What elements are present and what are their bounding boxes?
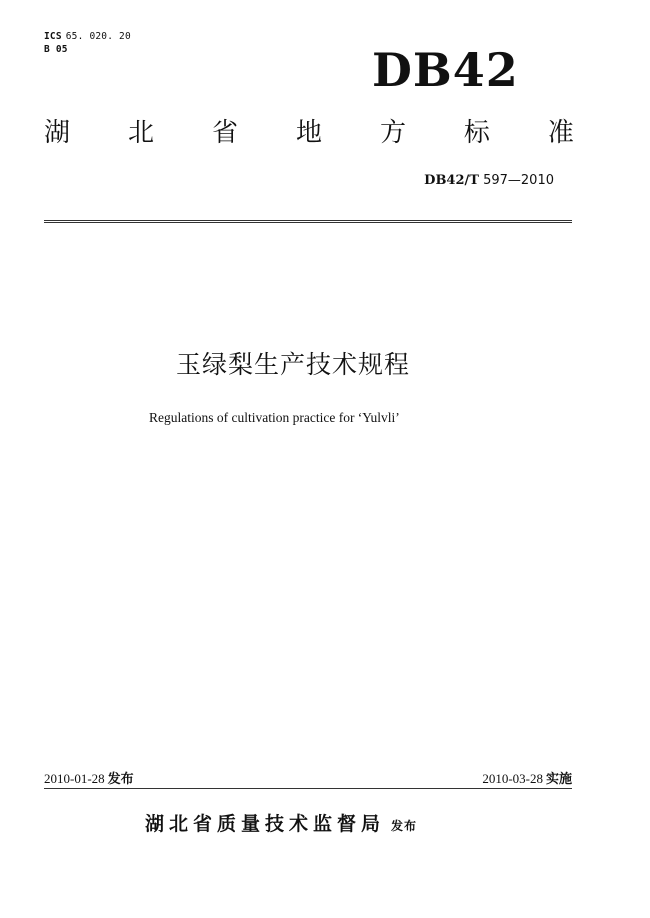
ics-code: 65. 020. 20	[65, 31, 131, 42]
document-title-english: Regulations of cultivation practice for ‘Yulvli’	[149, 410, 400, 425]
standard-title-char: 准	[547, 118, 574, 148]
standard-title-char: 省	[211, 118, 238, 148]
issue-date-block	[44, 770, 134, 789]
db-logo: DB42	[372, 43, 519, 97]
header-divider	[44, 220, 572, 223]
ics-line	[44, 30, 131, 43]
issue-date: 2010-01-28	[44, 771, 105, 786]
class-code: B 05	[44, 44, 68, 55]
classification-block	[44, 30, 131, 56]
publisher-block	[145, 811, 417, 839]
standard-number-value: 597—2010	[483, 173, 554, 188]
publisher-suffix: 发布	[391, 819, 418, 833]
implementation-date: 2010-03-28	[482, 771, 543, 786]
ics-label: ICS	[44, 31, 62, 42]
implementation-label: 实施	[545, 772, 572, 787]
standard-number-prefix: DB42/T	[424, 173, 479, 188]
standard-title-char: 地	[295, 118, 322, 148]
standard-title-char: 方	[379, 118, 406, 148]
standard-title-char: 湖	[44, 118, 71, 148]
standard-number	[424, 172, 554, 190]
issue-label: 发布	[107, 772, 134, 787]
standard-title-char: 标	[463, 118, 490, 148]
standard-type-title	[44, 116, 574, 150]
implementation-date-block	[482, 770, 572, 789]
standard-title-char: 北	[127, 118, 154, 148]
document-title-chinese: 玉绿梨生产技术规程	[176, 350, 411, 379]
publisher-name: 湖北省质量技术监督局	[145, 813, 386, 835]
footer-divider	[44, 788, 572, 789]
